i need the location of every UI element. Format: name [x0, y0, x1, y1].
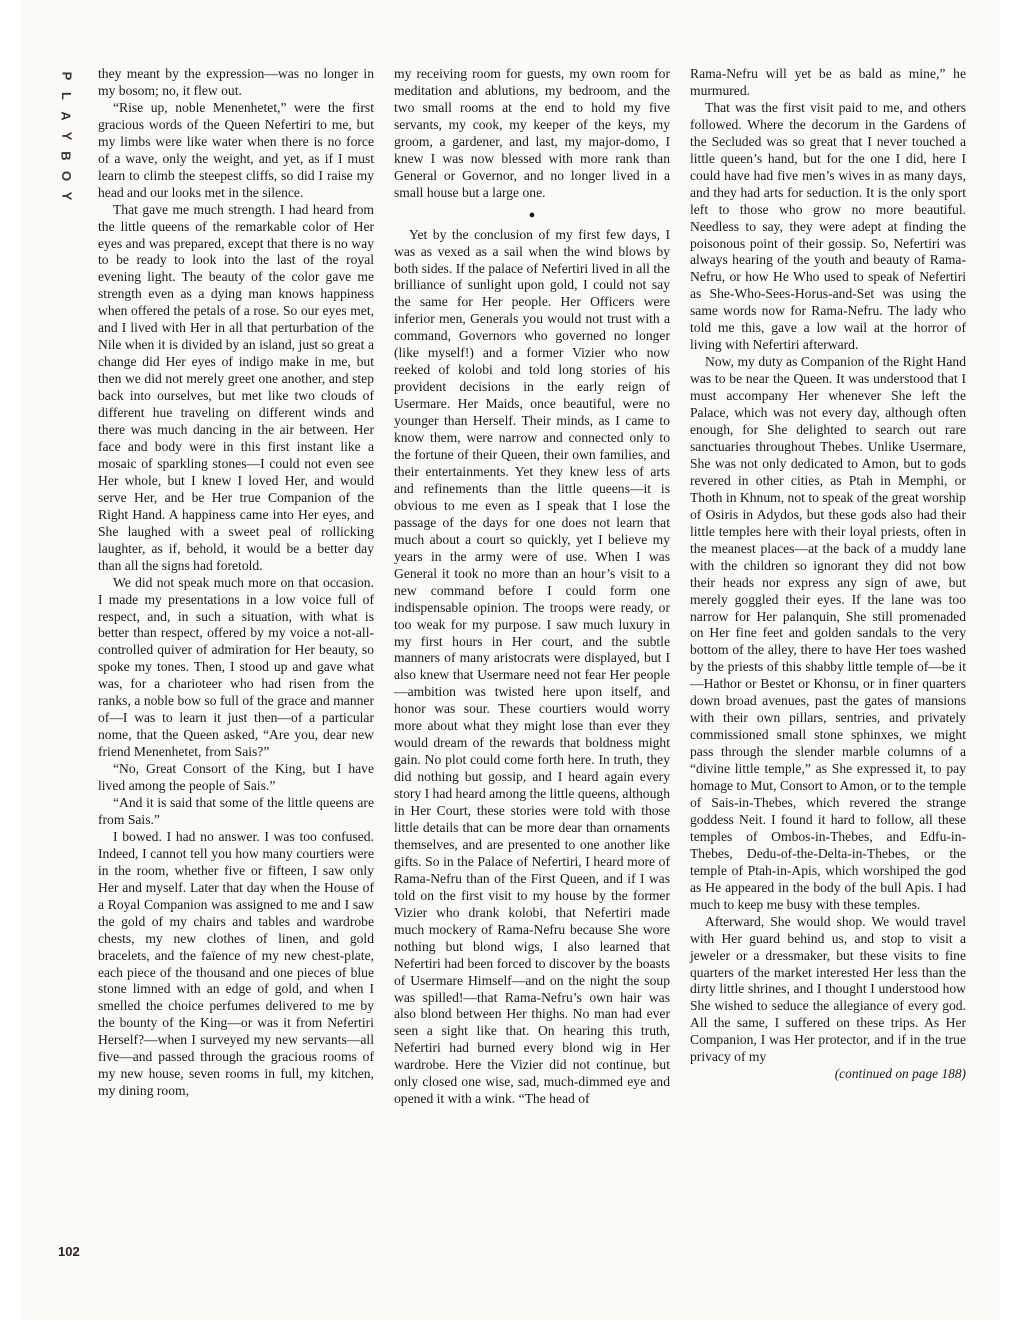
magazine-page	[20, 0, 1000, 1320]
paragraph: Rama-Nefru will yet be as bald as mine,” he murmured.	[690, 66, 966, 98]
paragraph: Afterward, She would shop. We would travel with Her guard behind us, and stop to visit a jeweler or a dressmaker, but these visits to fine quarters of the market interested Her less than the dirty little shrines, and I thought I understood how She wished to seduce the allegiance of every god. All the same, I suffered on these trips. As Her Companion, I was Her protector, and if in the true privacy of my	[690, 913, 966, 1065]
running-head-letter: B	[58, 151, 74, 161]
paragraph: Now, my duty as Companion of the Right Hand was to be near the Queen. It was understood that I must accompany Her whenever She left the Palace, which was not every day, although often enough, for She delighted to search out rare sanctuaries throughout Thebes. Unlike Usermare, She was not only dedicated to Amon, but to gods revered in other cities, as Ptah in Memphi, or Thoth in Khnum, not to speak of the great worship of Osiris in Adydos, but these gods also had their little temples here with their loyal priests, often in the meanest places—at the back of a muddy lane with the children so ignorant they did not bow their heads nor express any sign of awe, but merely goggled their eyes. If the lane was too narrow for Her palanquin, She still promenaded on Her fine feet and golden sandals to the very bottom of the alley, there to have Her toes washed by the priests of this shabby little temple of—be it—Hathor or Bestet or Khonsu, or in finer quarters down broad avenues, past the gates of mansions with their own pillars, sentries, and privately commissioned small stone sphinxes, we might pass through the slender marble columns of a “divine little temple,” as She expressed it, to pay homage to Mut, Consort to Amon, or to the temple of Sais-in-Thebes, which revered the strange goddess Neit. I found it hard to follow, all these temples of Ombos-in-Thebes, and Edfu-in-Thebes, Dedu-of-the-Delta-in-Thebes, or the temple of Ptah-in-Apis, which worshiped the god as He appeared in the body of the bull Apis. I had much to keep me busy with these temples.	[690, 354, 967, 912]
paragraph: “No, Great Consort of the King, but I have lived among the people of Sais.”	[98, 761, 374, 794]
paragraph: Yet by the conclusion of my first few days, I was as vexed as a sail when the wind blows by both sides. If the palace of Nefertiri lived in all the brilliance of sunlight upon gold, I could not say the same for Her people. Her Officers were inferior men, Generals you would not trust with a command, Governors who governed no longer (like myself!) and a former Vizier who now reeked of kolobi and told long stories of his provident decisions in the early reign of Usermare. Her Maids, once beautiful, were no younger than Herself. Their minds, as I came to know them, were narrow and connected only to the fortune of their Queen, their own families, and their entertainments. Yet they knew less of arts and refinements than the little queens—it is obvious to me even as I speak that I lose the passage of the days for one does not learn that much about a court so quickly, yet I believe my years in the army were of use. When I was General it took no more than an hour’s visit to a new command before I could form one indispensable opinion. The troops were ready, or too weak for my purpose. I saw much luxury in my first hours in Her court, and the subtle manners of many aristocrats were displayed, but I also knew that Usermare need not fear Her people—ambition was twisted here upon itself, and honor was sour. These courtiers would worry more about what they might lose than ever they would dream of the rewards that boldness might gain. No plot could come forth here. In truth, they did nothing but gossip, and I heard again every story I had heard among the little queens, although in Her Court, these stories were told with those little details that can be more dear than ornaments themselves, and are presented to one another like gifts. So in the Palace of Nefertiri, I heard more of Rama-Nefru than of the First Queen, and if I was told on the first visit to my house by the former Vizier who drank kolobi, that Nefertiri made much mockery of Rama-Nefru because She wore nothing but blond wigs, I also learned that Nefertiri had been forced to discover by the boasts of Usermare Himself—and on the night the soup was spilled!—that Rama-Nefru’s own hair was also blond between Her thighs. No man had ever seen a sight like that. On hearing this truth, Nefertiri had burned every blond wig in Her wardrobe. Here the Vizier did not continue, but only closed one wise, sad, much-dimmed eye and opened it with a wink. “The head of	[394, 226, 670, 1107]
paragraph: That was the first visit paid to me, and others followed. Where the decorum in the Gardens of the Secluded was so great that I never touched a little queen’s hand, but for the one I did, here I could have had five men’s wives in as many days, and they had arts for seduction. It is the only sport left to those who grow no more beautiful. Needless to say, they were adept at finding the poisonous point of their gossip. So, Nefertiri was always hearing of the youth and beauty of Rama-Nefru, or how He Who used to speak of Nefertiri as She-Who-Sees-Horus-and-Set was using the same words now for Rama-Nefru. The lady who told me this, gave a low wail at the horror of living with Nefertiri afterward.	[690, 99, 966, 353]
page-number: 102	[58, 1244, 80, 1259]
running-head-letter: Y	[58, 191, 74, 201]
text-column-3	[690, 66, 966, 1083]
paragraph: they meant by the expression—was no longer in my bosom; no, it flew out.	[98, 66, 374, 98]
running-head-letter: P	[58, 71, 74, 81]
running-head-letter: L	[58, 92, 74, 100]
running-head	[58, 66, 74, 206]
paragraph: We did not speak much more on that occasion. I made my presentations in a low voice full of respect, and, in such a situation, with what is better than respect, offered by my voice a not-all-controlled quiver of admiration for Her beauty, so spoke my tones. Then, I stood up and gave what was, for a charioteer who had risen from the ranks, a noble bow so full of the grace and manner of—I was to learn it just then—of a particular nome, that the Queen asked, “Are you, dear new friend Menenhetet, from Sais?”	[98, 574, 374, 760]
paragraph: my receiving room for guests, my own room for meditation and ablutions, my bedroom, and the two small rooms at the end to hold my five servants, my cook, my keeper of the keys, my groom, a gardener, and last, my major-domo, I knew I was now blessed with more rank than General or Governor, and no longer lived in a small house but a large one.	[394, 66, 670, 200]
text-column-2	[394, 66, 670, 1108]
paragraph: “And it is said that some of the little queens are from Sais.”	[98, 794, 374, 827]
running-head-letter: A	[58, 111, 74, 121]
continued-note: (continued on page 188)	[834, 1066, 966, 1082]
text-column-1	[98, 66, 374, 1100]
running-head-letter: O	[59, 170, 74, 182]
paragraph: That gave me much strength. I had heard from the little queens of the remarkable color of Her eyes and was prepared, except that there is no way to be ready to look into the last of the royal evening light. The beauty of the color gave me strength even as a dying man knows happiness when offered the petals of a rose. So our eyes met, and I lived with Her in all that perturbation of the Nile when it is divided by an island, just so great a change did Her eyes of indigo make in me, but then we did not merely greet one another, and step back into ourselves, but met like two clouds of different hue traveling on different winds and there was much dancing in the air between. Her face and body were in this first instant like a mosaic of sparkling stones—I could not even see Her whole, but I knew I loved Her, and would serve Her, and be Her true Companion of the Right Hand. A happiness came into Her eyes, and She laughed with a sweet peal of rollicking laughter, as if, behold, it would be a better day than all the signs had foretold.	[98, 201, 374, 573]
paragraph: “Rise up, noble Menenhetet,” were the first gracious words of the Queen Nefertiri to me, but my limbs were like water when there is no force of a wave, only the weight, and yet, as if I must learn to climb the steepest cliffs, so did I raise my head and our looks met in the silence.	[98, 99, 374, 200]
running-head-letter: Y	[58, 131, 74, 141]
paragraph: I bowed. I had no answer. I was too confused. Indeed, I cannot tell you how many courtiers were in the room, whether five or fifteen, I saw only Her and myself. Later that day when the House of a Royal Companion was assigned to me and I saw the gold of my chairs and tables and wardrobe chests, my new clothes of linen, and gold bracelets, and the faïence of my new chest-plate, each piece of the thousand and one pieces of blue stone limned with an edge of gold, and when I smelled the choice perfumes delivered to me by the bounty of the King—or was it from Nefertiri Herself?—when I surveyed my new servants—all five—and passed through the gracious rooms of my new house, seven rooms in full, my kitchen, my dining room,	[98, 828, 374, 1099]
section-break-bullet: ●	[528, 208, 536, 221]
